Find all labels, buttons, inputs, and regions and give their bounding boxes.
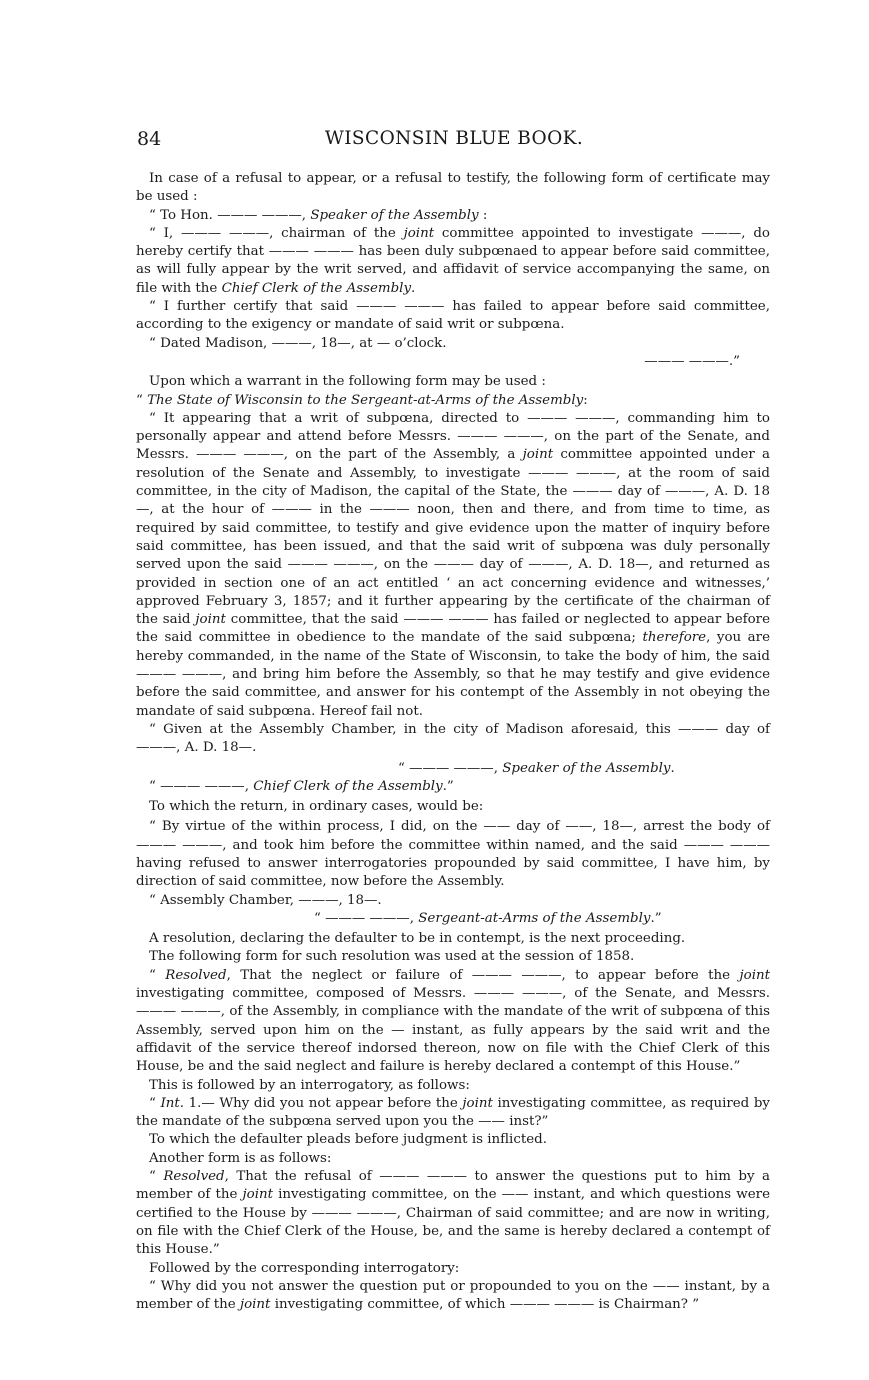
page-number: 84	[137, 128, 162, 150]
form-paragraph: “ I further certify that said ——— ——— has failed to appear before said committee, according to the exigency or mandate of said writ or subpœna.	[136, 299, 770, 333]
form-paragraph: “ Why did you not answer the question put or propounded to you on the —— instant, by a member of the joint investigating committee, of which ——— ——— is Chairman? ”	[136, 1278, 770, 1313]
form-paragraph: “ Resolved, That the refusal of ——— ——— to answer the questions put to him by a member of the joint investigating committee, on the —— instant, and which questions were certified to the House by ——— ———, Chairman of said committee; and are now in writing, on file with the Chief Clerk of the House, be, and the same is hereby declared a contempt of this House.”	[136, 1169, 771, 1258]
body-text	[136, 170, 770, 1314]
paragraph: Followed by the corresponding interrogatory:	[149, 1260, 460, 1276]
paragraph: To which the return, in ordinary cases, would be:	[149, 799, 484, 815]
form-heading: “ The State of Wisconsin to the Sergeant-at-Arms of the Assembly:	[136, 392, 588, 408]
signature-line: “ ——— ———, Speaker of the Assembly.	[398, 760, 675, 776]
form-paragraph: “ Int. 1.— Why did you not appear before the joint investigating committee, as required by the mandate of the subpœna served upon you the —— inst?”	[136, 1095, 770, 1130]
paragraph: In case of a refusal to appear, or a refusal to testify, the following form of certificate may be used :	[136, 171, 770, 205]
signature-line: “ ——— ———, Sergeant-at-Arms of the Assembly.”	[314, 910, 662, 926]
paragraph: The following form for such resolution was used at the session of 1858.	[149, 949, 635, 965]
form-line: “ Dated Madison, ———, 18—, at — o’clock.	[149, 335, 447, 351]
paragraph: This is followed by an interrogatory, as follows:	[149, 1077, 470, 1093]
form-paragraph: “ It appearing that a writ of subpœna, directed to ——— ———, commanding him to personally appear and attend before Messrs. ——— ———, on the part of the Senate, and Messrs. ——— ———, on the part of the Assembly, a joint committee appointed under a resolution of the Senate and Assembly, to investigate ——— ———, at the room of said committee, in the city of Madison, the capital of the State, the ——— day of ———, A. D. 18—, at the hour of ——— in the ——— noon, then and there, and from time to time, as required by said committee, to testify and give evidence upon the matter of inquiry before said committee, has been issued, and that the said writ of subpœna was duly personally served upon the said ——— ———, on the ——— day of ———, A. D. 18—, and returned as provided in section one of an act entitled ‘ an act concerning evidence and witnesses,’ approved February 3, 1857; and it further appearing by the certificate of the chairman of the said joint committee, that the said ——— ——— has failed or neglected to appear before the said committee in obedience to the mandate of the said subpœna; therefore, you are hereby commanded, in the name of the State of Wisconsin, to take the body of him, the said ——— ———, and bring him before the Assembly, so that he may testify and give evidence before the said committee, and answer for his contempt of the Assembly in not obeying the mandate of said subpœna. Hereof fail not.	[136, 410, 771, 719]
paragraph: A resolution, declaring the defaulter to be in contempt, is the next proceeding.	[149, 931, 686, 947]
page-header	[137, 126, 771, 152]
paragraph: Another form is as follows:	[149, 1150, 332, 1166]
running-title: WISCONSIN BLUE BOOK.	[324, 128, 584, 149]
signature-line: “ ——— ———, Chief Clerk of the Assembly.”	[149, 778, 454, 794]
form-paragraph: “ Given at the Assembly Chamber, in the city of Madison aforesaid, this ——— day of ———, A. D. 18—.	[136, 721, 770, 756]
paragraph: To which the defaulter pleads before judgment is inflicted.	[149, 1132, 547, 1148]
form-line: “ To Hon. ——— ———, Speaker of the Assembly :	[149, 207, 488, 223]
form-paragraph: “ By virtue of the within process, I did, on the —— day of ——, 18—, arrest the body of ——— ———, and took him before the committee within named, and the said ——— ——— having refused to answer interrogatories propounded by said committee, I have him, by direction of said committee, now before the Assembly.	[136, 819, 770, 890]
signature-line: ——— ———.”	[644, 353, 740, 369]
form-line: “ Assembly Chamber, ———, 18—.	[149, 892, 382, 908]
form-paragraph: “ Resolved, That the neglect or failure of ——— ———, to appear before the joint investigating committee, composed of Messrs. ——— ———, of the Senate, and Messrs. ——— ———, of the Assembly, in compliance with the mandate of the writ of subpœna of this Assembly, served upon him on the — instant, as fully appears by the said writ and the affidavit of the service thereof indorsed thereon, now on file with the Chief Clerk of this House, be and the said neglect and failure is hereby declared a contempt of this House.”	[136, 967, 770, 1075]
paragraph: Upon which a warrant in the following form may be used :	[149, 374, 546, 390]
form-paragraph: “ I, ——— ———, chairman of the joint committee appointed to investigate ———, do hereby certify that ——— ——— has been duly subpœnaed to appear before said committee, as will fully appear by the writ served, and affidavit of service accompanying the same, on file with the Chief Clerk of the Assembly.	[136, 225, 770, 296]
